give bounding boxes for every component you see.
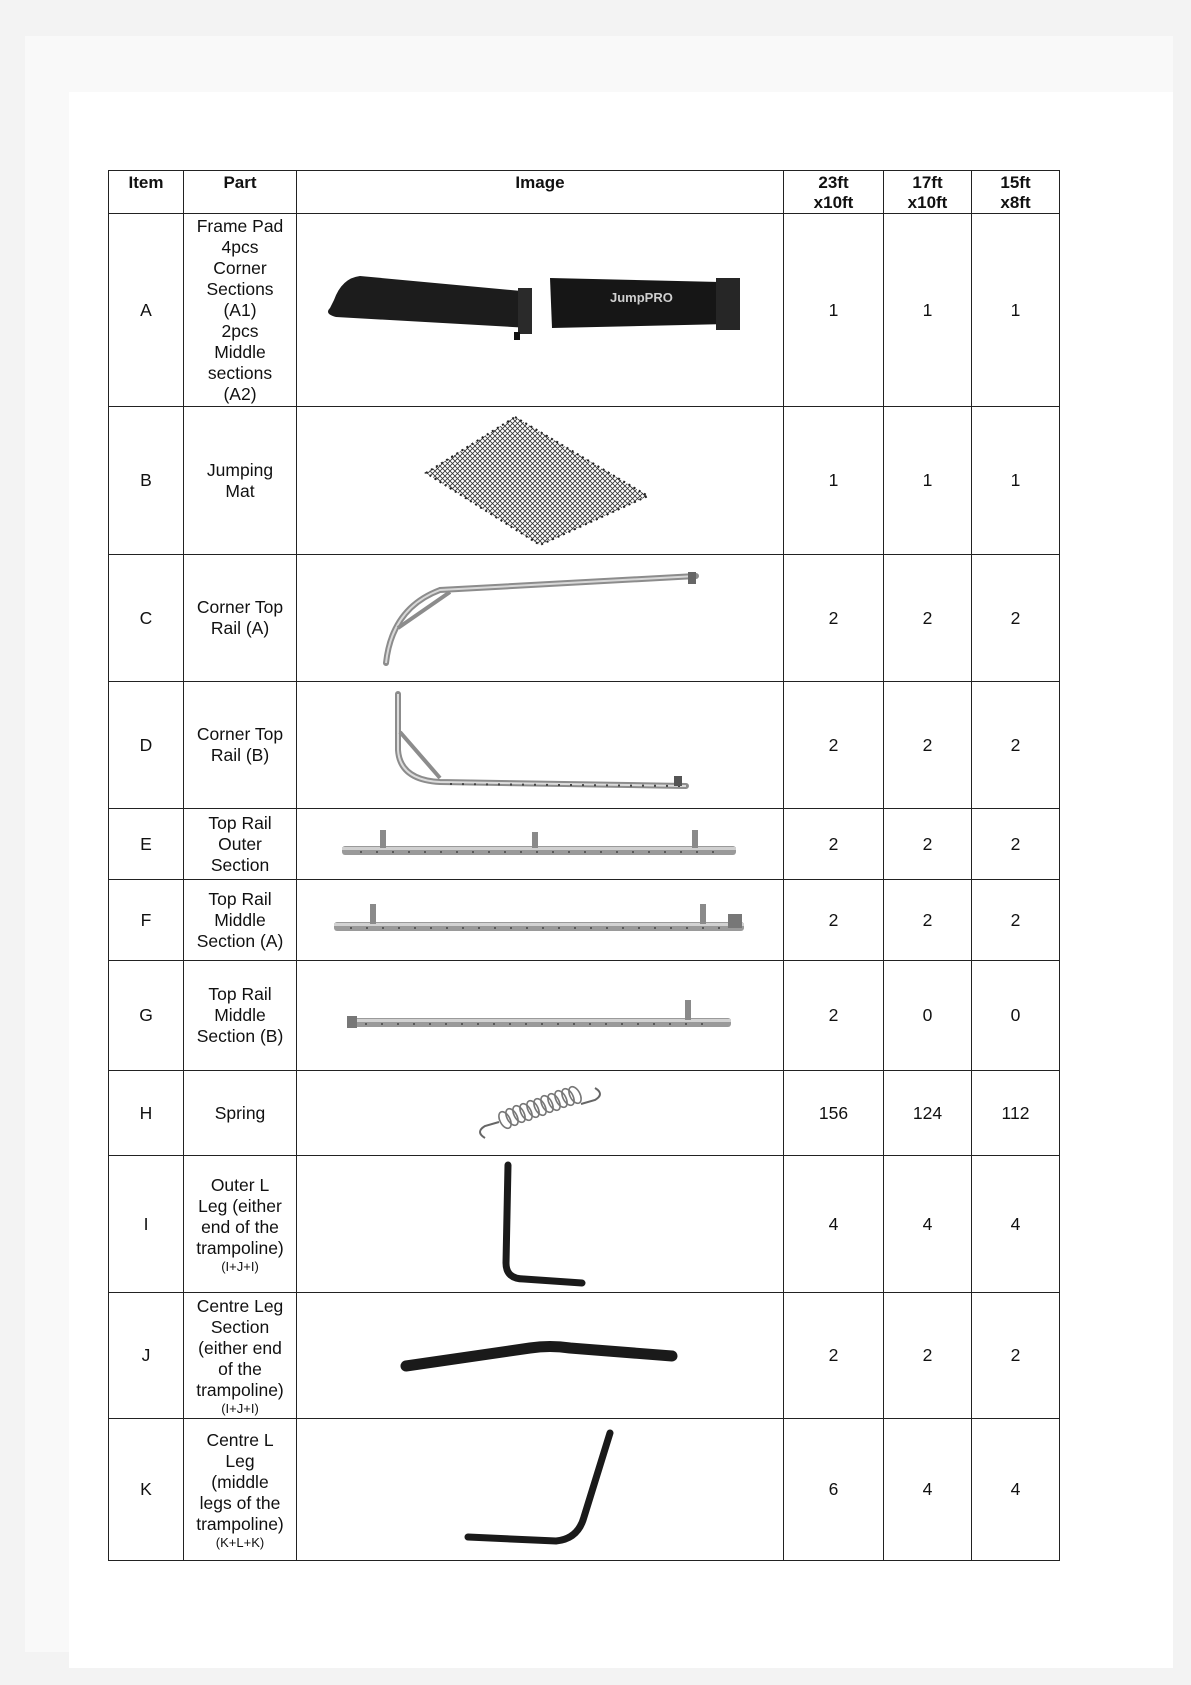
qty-15ft-x8ft: 2 bbox=[972, 809, 1060, 880]
image-cell bbox=[297, 214, 784, 407]
qty-23ft-x10ft: 2 bbox=[784, 682, 884, 809]
qty-15ft-x8ft: 1 bbox=[972, 214, 1060, 407]
part-label: Centre L Leg (middle legs of the trampoline) bbox=[196, 1429, 284, 1534]
item-cell: C bbox=[109, 555, 184, 682]
table-row bbox=[109, 214, 1060, 407]
image-cell bbox=[297, 1419, 784, 1561]
assembly-note: (K+L+K) bbox=[215, 1534, 265, 1550]
item-cell: I bbox=[109, 1156, 184, 1293]
qty-15ft-x8ft: 2 bbox=[972, 682, 1060, 809]
qty-15ft-x8ft: 0 bbox=[972, 961, 1060, 1071]
qty-17ft-x10ft: 2 bbox=[884, 555, 972, 682]
qty-15ft-x8ft: 2 bbox=[972, 555, 1060, 682]
qty-17ft-x10ft: 0 bbox=[884, 961, 972, 1071]
part-cell: Top Rail Outer Section bbox=[184, 809, 297, 880]
qty-17ft-x10ft: 2 bbox=[884, 880, 972, 961]
part-cell: Top Rail Middle Section (A) bbox=[184, 880, 297, 961]
qty-15ft-x8ft: 2 bbox=[972, 1293, 1060, 1419]
part-cell: Corner Top Rail (B) bbox=[184, 682, 297, 809]
qty-17ft-x10ft: 2 bbox=[884, 809, 972, 880]
item-cell: G bbox=[109, 961, 184, 1071]
image-cell bbox=[297, 961, 784, 1071]
table-row bbox=[109, 1156, 1060, 1293]
table-row bbox=[109, 555, 1060, 682]
image-cell bbox=[297, 1071, 784, 1156]
part-cell bbox=[184, 1419, 297, 1561]
qty-23ft-x10ft: 2 bbox=[784, 809, 884, 880]
part-cell bbox=[184, 1293, 297, 1419]
item-cell: D bbox=[109, 682, 184, 809]
centre-l-leg-image bbox=[460, 1427, 620, 1553]
image-cell bbox=[297, 555, 784, 682]
centre-leg-section-image bbox=[400, 1336, 680, 1376]
qty-17ft-x10ft: 1 bbox=[884, 214, 972, 407]
header-row bbox=[109, 171, 1060, 214]
top-rail-middle-section-b-image bbox=[345, 996, 735, 1036]
header-part: Part bbox=[184, 171, 297, 214]
corner-top-rail-b-image bbox=[390, 690, 690, 800]
table-row bbox=[109, 407, 1060, 555]
part-cell: Frame Pad 4pcs Corner Sections (A1) 2pcs Middle sections (A2) bbox=[184, 214, 297, 407]
parts-table bbox=[108, 170, 1060, 1561]
table-row bbox=[109, 809, 1060, 880]
item-cell: A bbox=[109, 214, 184, 407]
qty-23ft-x10ft: 6 bbox=[784, 1419, 884, 1561]
image-cell bbox=[297, 809, 784, 880]
image-cell bbox=[297, 880, 784, 961]
part-label: Centre Leg Section (either end of the trampoline) bbox=[196, 1295, 284, 1400]
qty-23ft-x10ft: 2 bbox=[784, 1293, 884, 1419]
qty-23ft-x10ft: 4 bbox=[784, 1156, 884, 1293]
item-cell: E bbox=[109, 809, 184, 880]
outer-l-leg-image bbox=[490, 1159, 590, 1289]
table-row bbox=[109, 1419, 1060, 1561]
part-cell: Corner Top Rail (A) bbox=[184, 555, 297, 682]
image-cell bbox=[297, 1156, 784, 1293]
qty-15ft-x8ft: 112 bbox=[972, 1071, 1060, 1156]
assembly-note: (I+J+I) bbox=[221, 1400, 259, 1416]
qty-17ft-x10ft: 2 bbox=[884, 1293, 972, 1419]
part-cell: Jumping Mat bbox=[184, 407, 297, 555]
header-image: Image bbox=[297, 171, 784, 214]
jumping-mat-image bbox=[420, 411, 660, 551]
top-rail-middle-section-a-image bbox=[330, 900, 750, 940]
item-cell: J bbox=[109, 1293, 184, 1419]
qty-17ft-x10ft: 1 bbox=[884, 407, 972, 555]
table-row bbox=[109, 880, 1060, 961]
qty-15ft-x8ft: 4 bbox=[972, 1419, 1060, 1561]
item-cell: H bbox=[109, 1071, 184, 1156]
top-rail-outer-section-image bbox=[340, 824, 740, 864]
brand-logo-text: JumpPRO bbox=[610, 290, 673, 305]
qty-17ft-x10ft: 124 bbox=[884, 1071, 972, 1156]
table-row bbox=[109, 961, 1060, 1071]
qty-17ft-x10ft: 4 bbox=[884, 1156, 972, 1293]
corner-top-rail-a-image bbox=[380, 568, 700, 668]
header-23ft-x10ft: 23ft x10ft bbox=[784, 171, 884, 214]
qty-17ft-x10ft: 2 bbox=[884, 682, 972, 809]
assembly-note: (I+J+I) bbox=[221, 1258, 259, 1274]
image-cell bbox=[297, 407, 784, 555]
qty-15ft-x8ft: 4 bbox=[972, 1156, 1060, 1293]
qty-15ft-x8ft: 1 bbox=[972, 407, 1060, 555]
part-cell bbox=[184, 1156, 297, 1293]
qty-15ft-x8ft: 2 bbox=[972, 880, 1060, 961]
qty-23ft-x10ft: 2 bbox=[784, 555, 884, 682]
table-row bbox=[109, 1071, 1060, 1156]
table-row bbox=[109, 682, 1060, 809]
qty-17ft-x10ft: 4 bbox=[884, 1419, 972, 1561]
header-15ft-x8ft: 15ft x8ft bbox=[972, 171, 1060, 214]
item-cell: K bbox=[109, 1419, 184, 1561]
part-cell: Top Rail Middle Section (B) bbox=[184, 961, 297, 1071]
image-cell bbox=[297, 1293, 784, 1419]
item-cell: B bbox=[109, 407, 184, 555]
part-label: Outer L Leg (either end of the trampoline) bbox=[196, 1174, 284, 1258]
qty-23ft-x10ft: 156 bbox=[784, 1071, 884, 1156]
qty-23ft-x10ft: 2 bbox=[784, 880, 884, 961]
spring-image bbox=[475, 1082, 605, 1144]
table-row bbox=[109, 1293, 1060, 1419]
part-cell: Spring bbox=[184, 1071, 297, 1156]
header-17ft-x10ft: 17ft x10ft bbox=[884, 171, 972, 214]
qty-23ft-x10ft: 1 bbox=[784, 214, 884, 407]
header-item: Item bbox=[109, 171, 184, 214]
frame-pad-image bbox=[320, 270, 760, 350]
qty-23ft-x10ft: 2 bbox=[784, 961, 884, 1071]
qty-23ft-x10ft: 1 bbox=[784, 407, 884, 555]
image-cell bbox=[297, 682, 784, 809]
item-cell: F bbox=[109, 880, 184, 961]
